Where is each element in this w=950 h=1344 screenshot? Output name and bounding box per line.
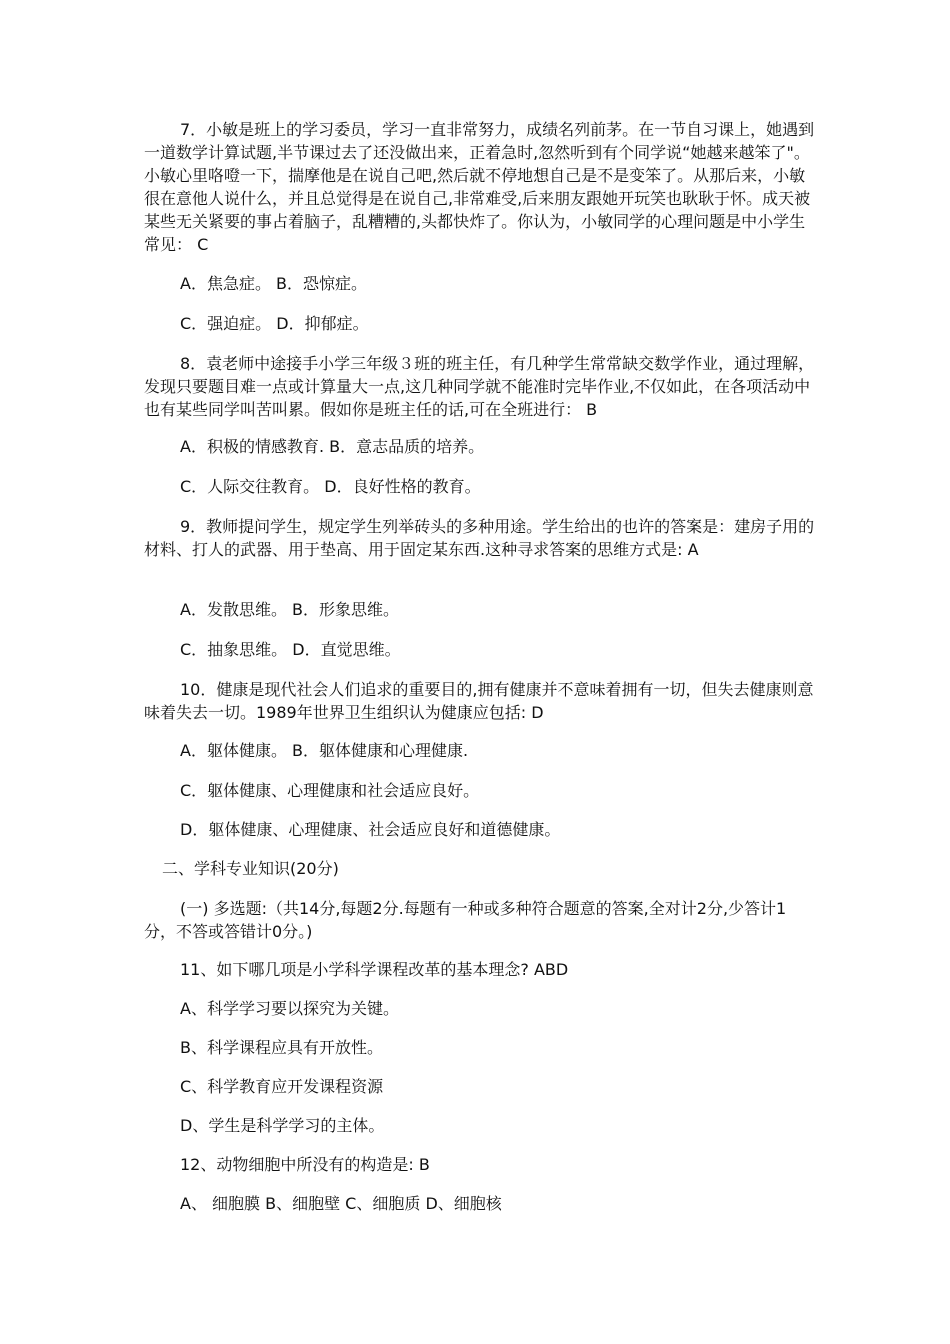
section-2-instruction: (一) 多选题:（共14分,每题2分.每题有一种或多种符合题意的答案,全对计2分,少答计1分，不答或答错计0分。)	[144, 899, 787, 941]
question-11-option-b: B、科学课程应具有开放性。	[180, 1038, 383, 1057]
question-11-option-a: A、科学学习要以探究为关键。	[180, 999, 399, 1018]
question-7-options-cd: C．强迫症。 D．抑郁症。	[180, 314, 369, 333]
question-10-option-c: C．躯体健康、心理健康和社会适应良好。	[180, 781, 480, 800]
question-9-stem: 9．教师提问学生，规定学生列举砖头的多种用途。学生给出的也许的答案是：建房子用的材料、打人的武器、用于垫高、用于固定某东西.这种寻求答案的思维方式是: A	[144, 517, 815, 559]
question-7-stem: 7．小敏是班上的学习委员，学习一直非常努力，成绩名列前茅。在一节自习课上，她遇到一道数学计算试题,半节课过去了还没做出来，正着急时,忽然听到有个同学说“她越来越笨了"。小敏心里咯噔一下，揣摩他是在说自己吧,然后就不停地想自己是不是变笨了。从那后来，小敏很在意他人说什么，并且总觉得是在说自己,非常难受,后来朋友跟她开玩笑也耿耿于怀。成天被某些无关紧要的事占着脑子，乱糟糟的,头都快炸了。你认为，小敏同学的心理问题是中小学生常见： C	[144, 120, 815, 254]
question-10-options-ab: A．躯体健康。 B．躯体健康和心理健康.	[180, 741, 469, 760]
question-11-option-c: C、科学教育应开发课程资源	[180, 1077, 384, 1096]
question-7-options-ab: A．焦急症。 B．恐惊症。	[180, 274, 368, 293]
question-12-stem: 12、动物细胞中所没有的构造是: B	[180, 1155, 430, 1174]
section-2-heading: 二、学科专业知识(20分)	[162, 859, 339, 878]
question-12-options: A、 细胞膜 B、细胞壁 C、细胞质 D、细胞核	[180, 1194, 502, 1213]
question-10-option-d: D．躯体健康、心理健康、社会适应良好和道德健康。	[180, 820, 561, 839]
question-10-stem: 10．健康是现代社会人们追求的重要目的,拥有健康并不意味着拥有一切，但失去健康则意味着失去一切。1989年世界卫生组织认为健康应包括: D	[144, 680, 814, 722]
question-9-options-ab: A．发散思维。 B．形象思维。	[180, 600, 400, 619]
question-9-options-cd: C．抽象思维。 D．直觉思维。	[180, 640, 401, 659]
question-8-options-ab: A．积极的情感教育. B．意志品质的培养。	[180, 437, 485, 456]
question-8-options-cd: C．人际交往教育。 D．良好性格的教育。	[180, 477, 481, 496]
question-8-stem: 8．袁老师中途接手小学三年级３班的班主任，有几种学生常常缺交数学作业，通过理解，发现只要题目难一点或计算量大一点,这几种同学就不能准时完毕作业,不仅如此，在各项活动中也有某些同学叫苦叫累。假如你是班主任的话,可在全班进行： B	[144, 354, 815, 419]
question-11-option-d: D、学生是科学学习的主体。	[180, 1116, 385, 1135]
question-11-stem: 11、如下哪几项是小学科学课程改革的基本理念? ABD	[180, 960, 569, 979]
